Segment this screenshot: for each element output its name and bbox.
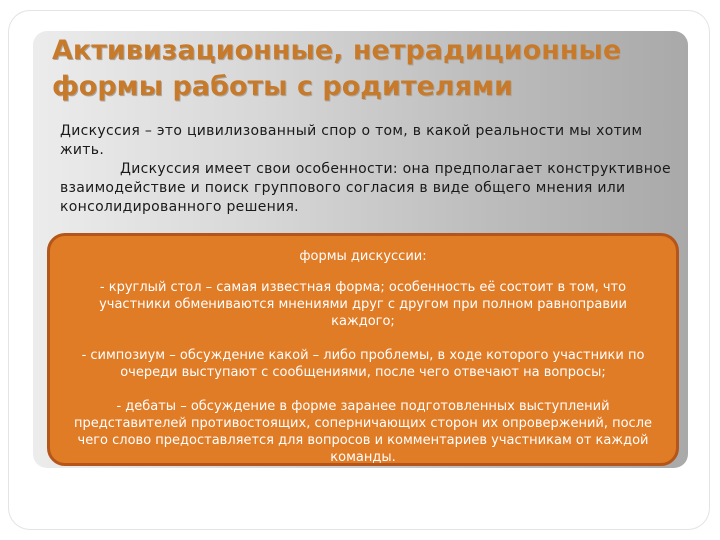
definition-paragraph: Дискуссия – это цивилизованный спор о том, в какой реальности мы хотим жить. (60, 123, 643, 158)
form-item-round-table: - круглый стол – самая известная форма; особенность её состоит в том, что участники обмениваются мнениями друг с другом при полном равноправии каждого; (99, 280, 627, 329)
discussion-forms-box (47, 233, 679, 466)
box-heading: формы дискуссии: (299, 249, 427, 264)
form-item-symposium: - симпозиум – обсуждение какой – либо проблемы, в ходе которого участники по очереди выступают с сообщениями, после чего отвечают на вопросы; (81, 348, 645, 380)
slide-title: Активизационные, нетрадиционные формы работы с родителями (52, 35, 622, 102)
form-item-debates: - дебаты – обсуждение в форме заранее подготовленных выступлений представителей противостоящих, соперничающих сторон их опровержений, после чего слово предоставляется для вопросов и комментариев участникам от каждой команды. (73, 399, 653, 465)
slide-body-text (60, 122, 680, 217)
features-paragraph: Дискуссия имеет свои особенности: она предполагает конструктивное взаимодействие и поиск группового согласия в виде общего мнения или консолидированного решения. (60, 161, 671, 215)
